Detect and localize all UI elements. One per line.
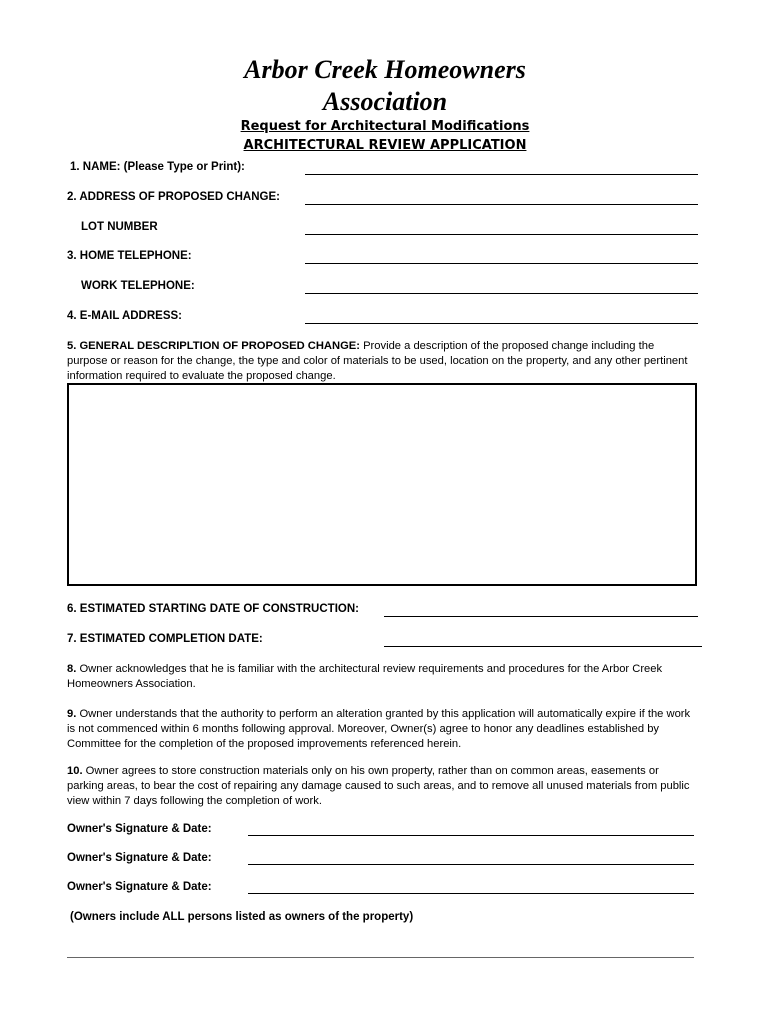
home-telephone-field[interactable]: [305, 263, 698, 264]
work-telephone-label: WORK TELEPHONE:: [81, 280, 195, 292]
name-field[interactable]: [305, 174, 698, 175]
completion-date-label: 7. ESTIMATED COMPLETION DATE:: [67, 633, 263, 645]
term-8-text: Owner acknowledges that he is familiar with the architectural review requirements and procedures for the Arbor Creek Homeowners Association.: [67, 663, 663, 690]
form-title-line2: Association: [322, 87, 448, 116]
description-textarea[interactable]: [67, 383, 697, 586]
owner-signature-label-1: Owner's Signature & Date:: [67, 823, 212, 835]
description-text: Provide a description of the proposed change including the purpose or reason for the change, the type and color of materials to be used, location on the property, and any other pertinent information required to evaluate the proposed change.: [67, 340, 688, 382]
owner-signature-field-1[interactable]: [248, 835, 694, 836]
term-9-text: Owner understands that the authority to perform an alteration granted by this application will automatically expire if the work is not commenced within 6 months following approval. Moreover, Owner(s) agree to honor any deadlines established by Committee for the completion of the proposed improvements referenced herein.: [67, 708, 691, 750]
completion-date-field[interactable]: [384, 646, 702, 647]
description-instructions: [67, 339, 697, 384]
term-8: [67, 662, 697, 692]
form-heading: ARCHITECTURAL REVIEW APPLICATION: [243, 138, 527, 153]
form-title-line1: Arbor Creek Homeowners: [244, 55, 526, 84]
owner-signature-field-2[interactable]: [248, 864, 694, 865]
footer-divider: [67, 957, 694, 958]
term-8-number: 8.: [67, 663, 77, 675]
term-10-text: Owner agrees to store construction materials only on his own property, rather than on common areas, easements or parking areas, to bear the cost of repairing any damage caused to such areas, and to remove all unused materials from public view within 7 days following the completion of work.: [67, 765, 690, 807]
home-telephone-label: 3. HOME TELEPHONE:: [67, 250, 192, 262]
owner-signature-label-2: Owner's Signature & Date:: [67, 852, 212, 864]
address-label: 2. ADDRESS OF PROPOSED CHANGE:: [67, 191, 280, 203]
lot-number-field[interactable]: [305, 234, 698, 235]
owners-note: (Owners include ALL persons listed as owners of the property): [70, 911, 414, 923]
email-field[interactable]: [305, 323, 698, 324]
name-label: 1. NAME: (Please Type or Print):: [70, 161, 245, 173]
owner-signature-field-3[interactable]: [248, 893, 694, 894]
term-10: [67, 764, 697, 809]
term-9-number: 9.: [67, 708, 77, 720]
email-label: 4. E-MAIL ADDRESS:: [67, 310, 183, 322]
term-10-number: 10.: [67, 765, 83, 777]
work-telephone-field[interactable]: [305, 293, 698, 294]
description-heading: 5. GENERAL DESCRIPLTION OF PROPOSED CHANGE:: [67, 340, 360, 352]
owner-signature-label-3: Owner's Signature & Date:: [67, 881, 212, 893]
lot-number-label: LOT NUMBER: [81, 221, 158, 233]
start-date-label: 6. ESTIMATED STARTING DATE OF CONSTRUCTION:: [67, 603, 359, 615]
term-9: [67, 707, 697, 752]
form-subtitle: Request for Architectural Modifications: [240, 119, 530, 134]
address-field[interactable]: [305, 204, 698, 205]
start-date-field[interactable]: [384, 616, 698, 617]
